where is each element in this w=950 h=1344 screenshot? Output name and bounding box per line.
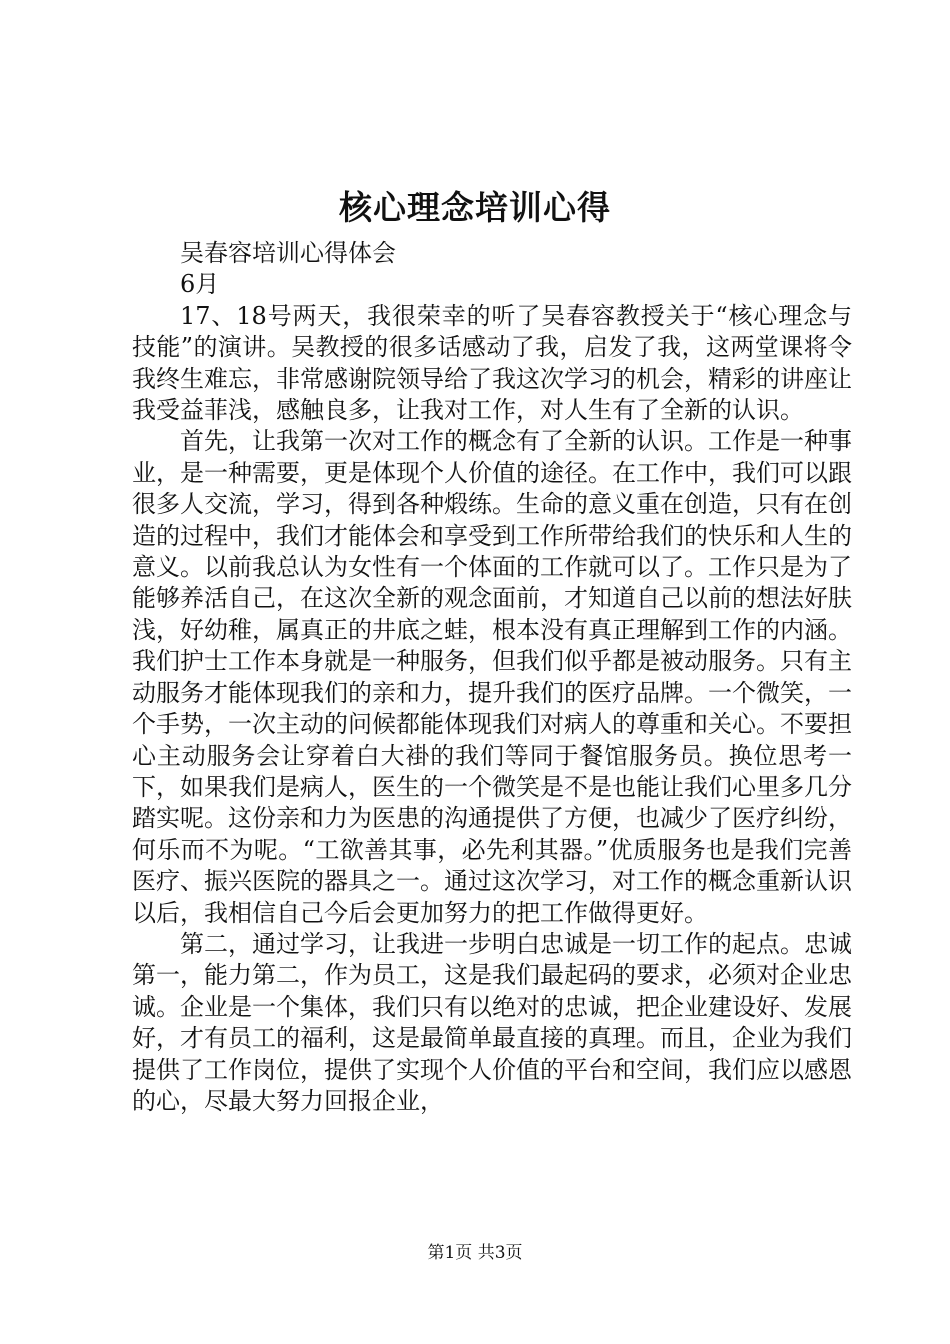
subtitle-paragraph: 吴春容培训心得体会: [180, 239, 396, 267]
body-paragraph-first: 首先，让我第一次对工作的概念有了全新的认识。工作是一种事业，是一种需要，更是体现个人价值的途径。在工作中，我们可以跟很多人交流，学习，得到各种煅练。生命的意义重在创造，只有在创造的过程中，我们才能体会和享受到工作所带给我们的快乐和人生的意义。以前我总认为女性有一个体面的工作就可以了。工作只是为了能够养活自己，在这次全新的观念面前，才知道自己以前的想法好肤浅，好幼稚，属真正的井底之蛙，根本没有真正理解到工作的内涵。我们护士工作本身就是一种服务，但我们似乎都是被动服务。只有主动服务才能体现我们的亲和力，提升我们的医疗品牌。一个微笑，一个手势，一次主动的问候都能体现我们对病人的尊重和关心。不要担心主动服务会让穿着白大褂的我们等同于餐馆服务员。换位思考一下，如果我们是病人，医生的一个微笑是不是也能让我们心里多几分踏实呢。这份亲和力为医患的沟通提供了方便，也减少了医疗纠纷，何乐而不为呢。“工欲善其事，必先利其器。”优质服务也是我们完善医疗、振兴医院的器具之一。通过这次学习，对工作的概念重新认识以后，我相信自己今后会更加努力的把工作做得更好。: [132, 427, 852, 927]
document-title: 核心理念培训心得: [339, 188, 611, 227]
body-paragraph-second: 第二，通过学习，让我进一步明白忠诚是一切工作的起点。忠诚第一，能力第二，作为员工，这是我们最起码的要求，必须对企业忠诚。企业是一个集体，我们只有以绝对的忠诚，把企业建设好、发展好，才有员工的福利，这是最简单最直接的真理。而且，企业为我们提供了工作岗位，提供了实现个人价值的平台和空间，我们应以感恩的心，尽最大努力回报企业，: [132, 929, 852, 1115]
body-paragraph-intro: 17、18号两天，我很荣幸的听了吴春容教授关于“核心理念与技能”的演讲。吴教授的很多话感动了我，启发了我，这两堂课将令我终生难忘，非常感谢院领导给了我这次学习的机会，精彩的讲座让我受益菲浅，感触良多，让我对工作，对人生有了全新的认识。: [132, 301, 852, 425]
date-paragraph: 6月: [180, 270, 220, 299]
document-body: [132, 238, 852, 1117]
page-number-footer: 第1页 共3页: [427, 1243, 523, 1263]
